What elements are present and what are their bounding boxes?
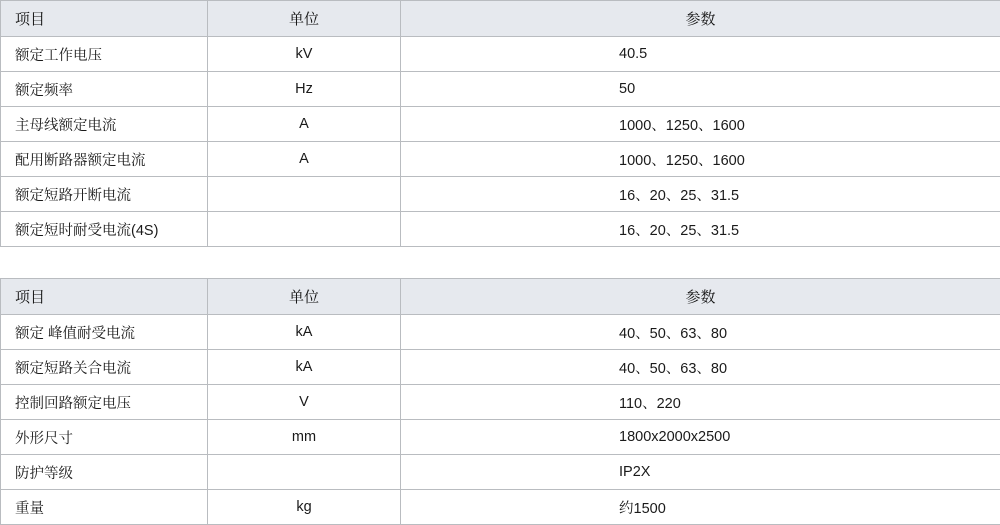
table-header-row <box>1 279 1000 315</box>
table-row <box>1 212 1000 247</box>
table-1-body <box>1 37 1000 247</box>
table-1-row-0-param: 40.5 <box>401 37 1000 72</box>
table-row <box>1 385 1000 420</box>
table-row <box>1 455 1000 490</box>
table-separator <box>0 247 1000 278</box>
table-row <box>1 37 1000 72</box>
table-2-row-1-item: 额定短路关合电流 <box>1 350 208 385</box>
table-2-row-3-item: 外形尺寸 <box>1 420 208 455</box>
table-2-row-0-param: 40、50、63、80 <box>401 315 1000 350</box>
table-1-row-3-param: 1000、1250、1600 <box>401 142 1000 177</box>
table-row <box>1 142 1000 177</box>
table-2-row-3-unit: mm <box>208 420 401 455</box>
table-2-header-unit: 单位 <box>208 279 401 315</box>
table-1-row-0-unit: kV <box>208 37 401 72</box>
table-2-row-2-item: 控制回路额定电压 <box>1 385 208 420</box>
table-2-row-1-unit: kA <box>208 350 401 385</box>
table-2-header-item: 项目 <box>1 279 208 315</box>
table-1-row-5-param: 16、20、25、31.5 <box>401 212 1000 247</box>
table-1-header-param: 参数 <box>401 1 1000 37</box>
table-2-row-5-param: 约1500 <box>401 490 1000 525</box>
table-2-row-3-param: 1800x2000x2500 <box>401 420 1000 455</box>
table-2-row-4-unit <box>208 455 401 490</box>
table-row <box>1 72 1000 107</box>
table-2-header-param: 参数 <box>401 279 1000 315</box>
specifications-table-1 <box>0 0 1000 247</box>
table-1-row-5-item: 额定短时耐受电流(4S) <box>1 212 208 247</box>
table-2-row-2-unit: V <box>208 385 401 420</box>
table-2-row-2-param: 110、220 <box>401 385 1000 420</box>
table-1-row-4-param: 16、20、25、31.5 <box>401 177 1000 212</box>
table-row <box>1 177 1000 212</box>
table-2-header <box>1 279 1000 315</box>
table-row <box>1 490 1000 525</box>
table-1-row-2-unit: A <box>208 107 401 142</box>
table-1-header-unit: 单位 <box>208 1 401 37</box>
table-1-row-4-unit <box>208 177 401 212</box>
table-2-row-0-unit: kA <box>208 315 401 350</box>
table-1-row-4-item: 额定短路开断电流 <box>1 177 208 212</box>
table-row <box>1 107 1000 142</box>
table-2-row-4-item: 防护等级 <box>1 455 208 490</box>
table-1-row-2-param: 1000、1250、1600 <box>401 107 1000 142</box>
table-1-header-item: 项目 <box>1 1 208 37</box>
table-1-row-1-unit: Hz <box>208 72 401 107</box>
table-1-row-1-item: 额定频率 <box>1 72 208 107</box>
table-1-row-5-unit <box>208 212 401 247</box>
specifications-table-1-wrap <box>0 0 1000 247</box>
table-1-row-2-item: 主母线额定电流 <box>1 107 208 142</box>
table-1-row-3-item: 配用断路器额定电流 <box>1 142 208 177</box>
specifications-table-2 <box>0 278 1000 525</box>
table-1-row-1-param: 50 <box>401 72 1000 107</box>
table-2-row-0-item: 额定 峰值耐受电流 <box>1 315 208 350</box>
table-2-row-5-item: 重量 <box>1 490 208 525</box>
table-header-row <box>1 1 1000 37</box>
table-row <box>1 350 1000 385</box>
table-row <box>1 420 1000 455</box>
table-2-row-4-param: IP2X <box>401 455 1000 490</box>
table-2-body <box>1 315 1000 525</box>
table-1-header <box>1 1 1000 37</box>
table-2-row-1-param: 40、50、63、80 <box>401 350 1000 385</box>
table-1-row-0-item: 额定工作电压 <box>1 37 208 72</box>
table-row <box>1 315 1000 350</box>
specifications-table-2-wrap <box>0 278 1000 525</box>
table-2-row-5-unit: kg <box>208 490 401 525</box>
table-1-row-3-unit: A <box>208 142 401 177</box>
